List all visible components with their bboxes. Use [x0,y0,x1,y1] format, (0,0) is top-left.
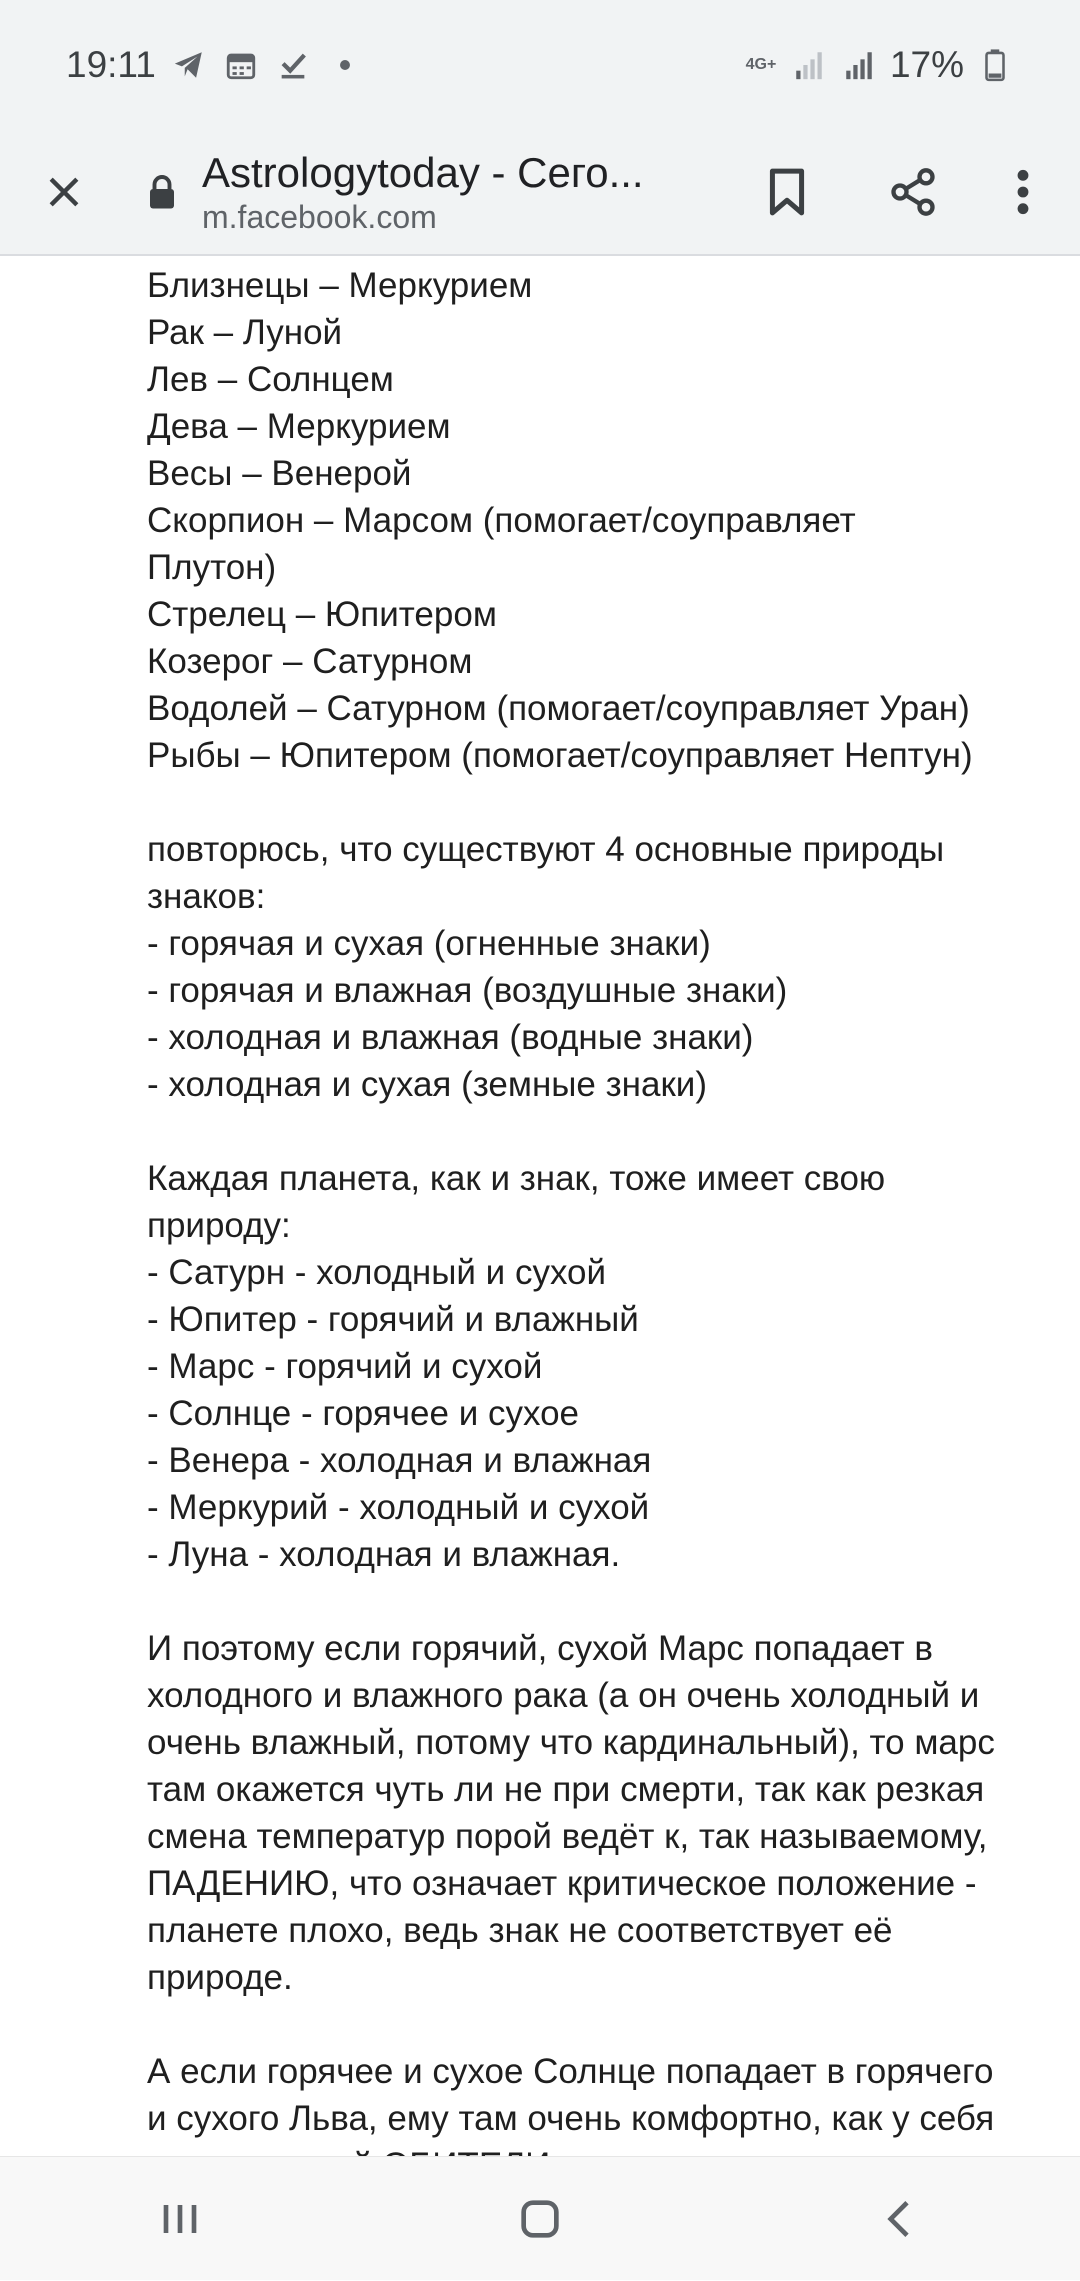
back-button[interactable] [720,2157,1080,2281]
battery-icon [976,46,1014,84]
signal-icon [840,46,878,84]
browser-toolbar [0,130,1080,256]
close-button[interactable] [0,129,128,255]
article-line: - Юпитер - горячий и влажный [147,1300,639,1339]
more-options-button[interactable] [988,129,1058,255]
article-line: природу: [147,1206,291,1245]
paragraph-spacer [147,779,1067,826]
share-button[interactable] [868,129,958,255]
article-line: очень влажный, потому что кардинальный), то марс [147,1723,995,1762]
article-line: А если горячее и сухое Солнце попадает в горячего [147,2052,994,2091]
status-right [744,44,1014,86]
article-line: - Сатурн - холодный и сухой [147,1253,607,1292]
recent-apps-button[interactable] [0,2157,360,2281]
network-type-label: 4G+ [745,56,777,73]
article-content[interactable] [147,256,1067,2156]
article-line: Весы – Венерой [147,454,412,493]
back-icon [872,2191,928,2247]
notification-dot-icon [326,46,364,84]
recent-apps-icon [152,2191,208,2247]
article-line: Дева – Меркурием [147,407,451,446]
navigation-bar [0,2156,1080,2280]
home-icon [512,2191,568,2247]
article-line: - Меркурий - холодный и сухой [147,1488,650,1527]
calendar-icon [222,46,260,84]
status-bar [0,0,1080,130]
page-title: Astrologytoday - Сего... [202,148,644,196]
article-line: - холодная и влажная (водные знаки) [147,1018,754,1057]
article-line: Скорпион – Марсом (помогает/соуправляет [147,501,856,540]
article-line: природе. [147,1958,293,1997]
article-line: - Луна - холодная и влажная. [147,1535,621,1574]
article-line: и сухого Льва, ему там очень комфортно, как у себя [147,2099,995,2138]
article-line: - холодная и сухая (земные знаки) [147,1065,707,1104]
article-line: там окажется чуть ли не при смерти, так как резкая [147,1770,985,1809]
article-line: планете плохо, ведь знак не соответствует её [147,1911,893,1950]
telegram-icon [170,46,208,84]
article-line: - горячая и влажная (воздушные знаки) [147,971,788,1010]
paragraph-spacer [147,1108,1067,1155]
article-line: Лев – Солнцем [147,360,394,399]
article-line: холодного и влажного рака (а он очень холодный и [147,1676,980,1715]
share-icon [887,166,939,218]
article-line: Рыбы – Юпитером (помогает/соуправляет Нептун) [147,736,973,775]
title-block[interactable] [202,149,702,236]
article-line: - Венера - холодная и влажная [147,1441,652,1480]
bookmark-button[interactable] [742,129,832,255]
article-line: - Марс - горячий и сухой [147,1347,543,1386]
article-line: И поэтому если горячий, сухой Марс попадает в [147,1629,934,1668]
article-line: знаков: [147,877,266,916]
close-icon [42,170,86,214]
more-vert-icon [1015,167,1031,217]
home-button[interactable] [360,2157,720,2281]
article-text [147,256,1067,2189]
article-line: Каждая планета, как и знак, тоже имеет свою [147,1159,886,1198]
status-left [66,44,364,86]
article-line: Рак – Луной [147,313,343,352]
article-line: повторюсь, что существуют 4 основные природы [147,830,945,869]
article-line: Козерог – Сатурном [147,642,473,681]
lock-icon[interactable] [142,129,182,255]
paragraph-spacer [147,2001,1067,2048]
bookmark-icon [765,167,809,217]
article-line: Стрелец – Юпитером [147,595,497,634]
article-line: Плутон) [147,548,277,587]
article-line: - Солнце - горячее и сухое [147,1394,580,1433]
download-done-icon [274,46,312,84]
article-line: - горячая и сухая (огненные знаки) [147,924,711,963]
article-line: Близнецы – Меркурием [147,266,533,305]
paragraph-spacer [147,1578,1067,1625]
article-line: ПАДЕНИЮ, что означает критическое положение - [147,1864,977,1903]
article-line: смена температур порой ведёт к, так называемому, [147,1817,988,1856]
article-line: Водолей – Сатурном (помогает/соуправляет Уран) [147,689,970,728]
status-time: 19:11 [66,44,156,85]
page-url: m.facebook.com [202,198,437,235]
signal-icon [790,46,828,84]
battery-percent: 17% [889,44,964,85]
